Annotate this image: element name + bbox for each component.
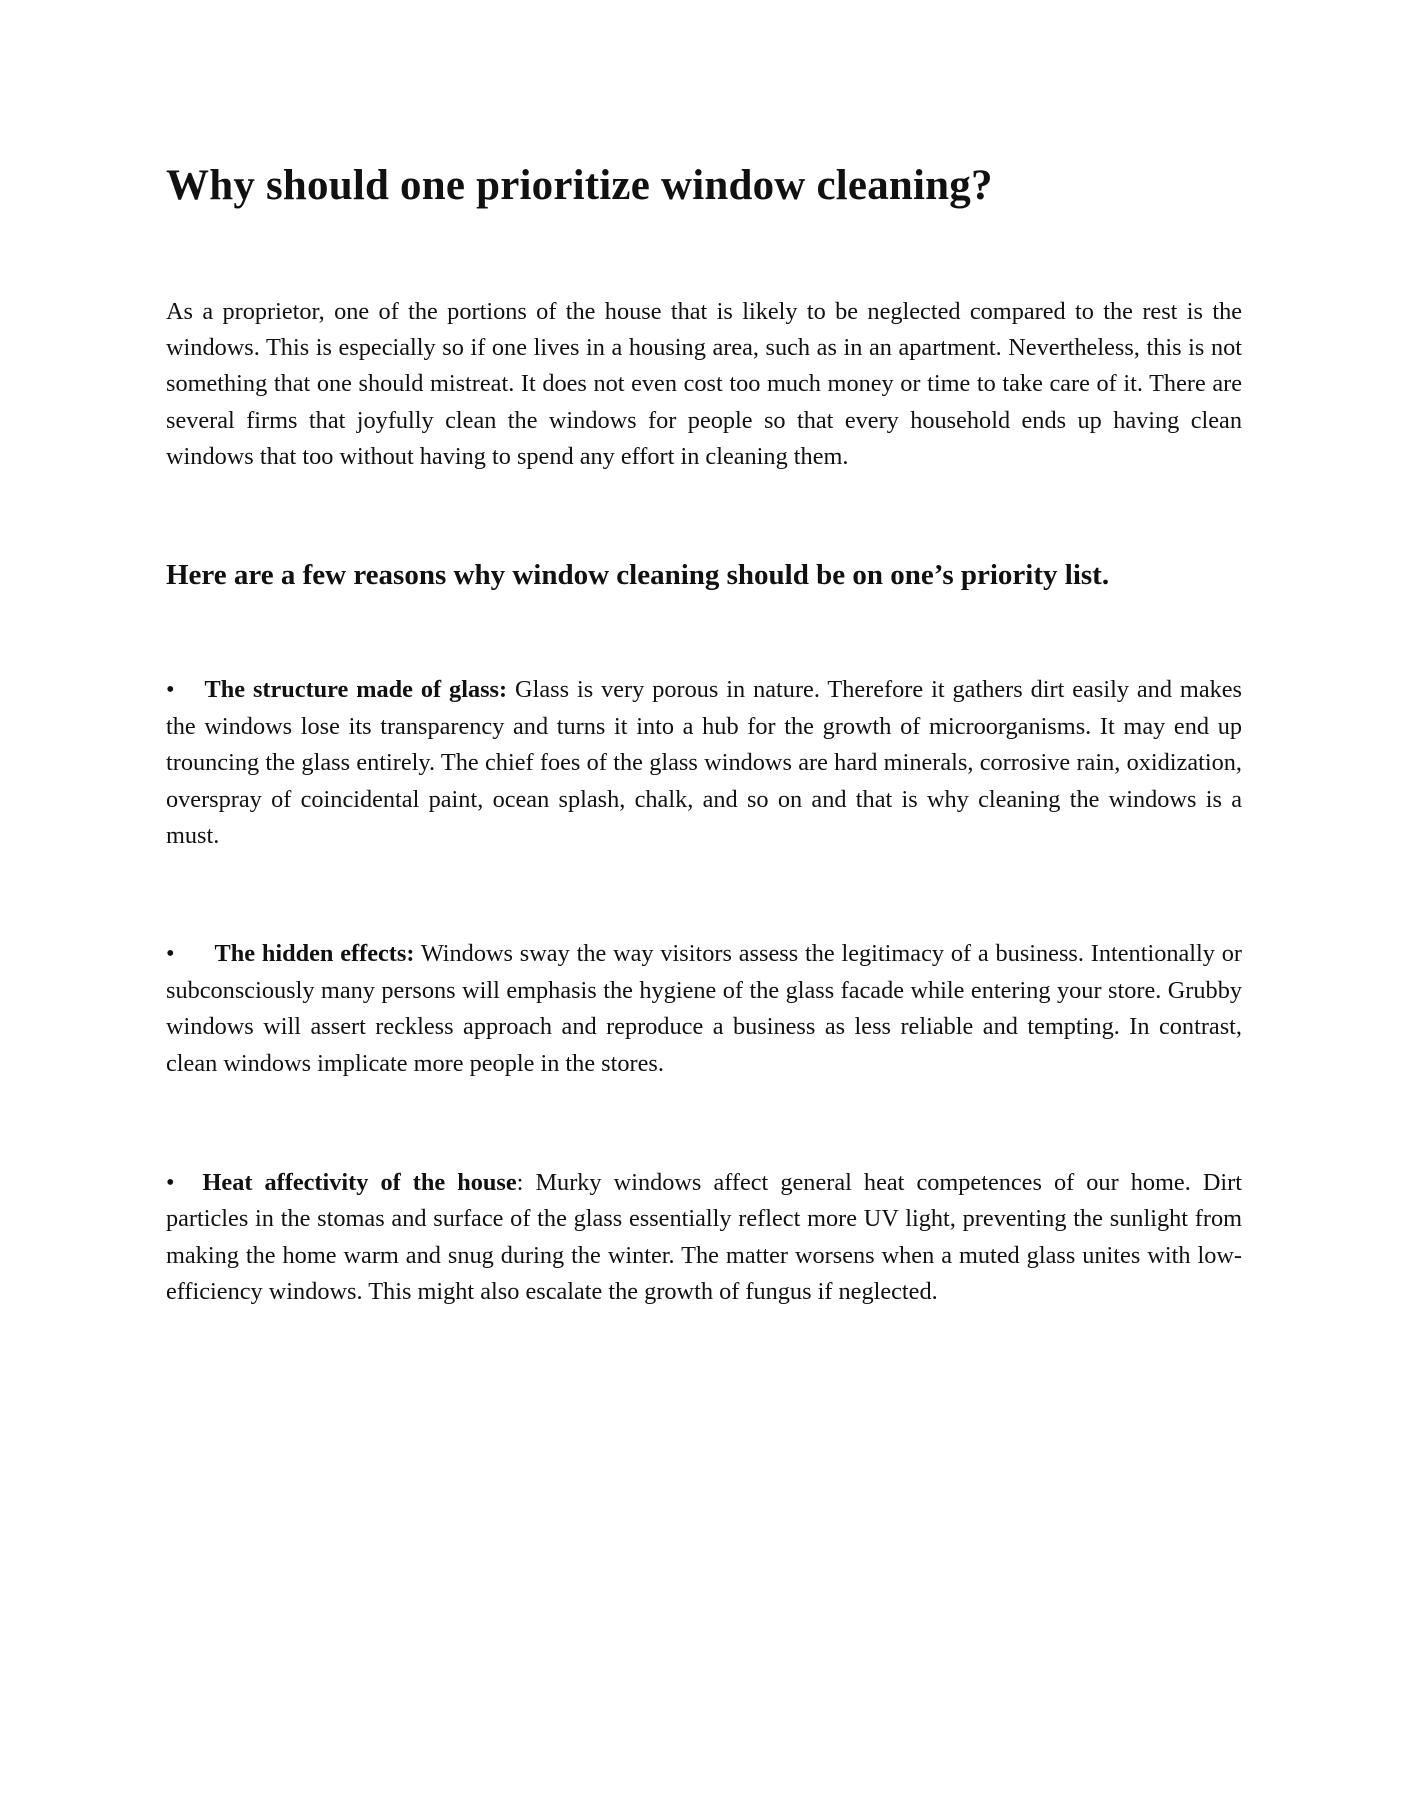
intro-paragraph: As a proprietor, one of the portions of the house that is likely to be neglected compared to the rest is the windows. This is especially so if one lives in a housing area, such as in an apartment. Nevertheless, this is not something that one should mistreat. It does not even cost too much money or time to take care of it. There are several firms that joyfully clean the windows for people so that every household ends up having clean windows that too without having to spend any effort in cleaning them. bbox=[166, 297, 1242, 471]
reason-item-heat-affectivity bbox=[166, 1165, 1242, 1311]
page-title: Why should one prioritize window cleaning? bbox=[166, 162, 993, 209]
reason-text: Glass is very porous in nature. Therefore it gathers dirt easily and makes the windows lose its transparency and turns it into a hub for the growth of microorganisms. It may end up trouncing the glass entirely. The chief foes of the glass windows are hard minerals, corrosive rain, oxidization, overspray of coincidental paint, ocean splash, chalk, and so on and that is why cleaning the windows is a must. bbox=[166, 676, 1242, 850]
reason-title: Heat affectivity of the house bbox=[202, 1169, 517, 1197]
reason-title: The structure made of glass: bbox=[204, 676, 508, 704]
document-body bbox=[166, 160, 1242, 1311]
reason-text: Windows sway the way visitors assess the legitimacy of a business. Intentionally or subconsciously many persons will emphasis the hygiene of the glass facade while entering your store. Grubby windows will assert reckless approach and reproduce a business as less reliable and tempting. In contrast, clean windows implicate more people in the stores. bbox=[166, 940, 1242, 1077]
bullet-icon: • bbox=[166, 676, 175, 704]
bullet-icon: • bbox=[166, 1169, 175, 1197]
reason-text: : Murky windows affect general heat competences of our home. Dirt particles in the stomas and surface of the glass essentially reflect more UV light, preventing the sunlight from making the home warm and snug during the winter. The matter worsens when a muted glass unites with low-efficiency windows. This might also escalate the growth of fungus if neglected. bbox=[166, 1169, 1242, 1306]
reason-item-glass-structure bbox=[166, 672, 1242, 854]
reason-item-hidden-effects bbox=[166, 936, 1242, 1082]
section-heading: Here are a few reasons why window cleaning should be on one’s priority list. bbox=[166, 558, 1110, 591]
reason-title: The hidden effects: bbox=[214, 940, 415, 968]
bullet-icon: • bbox=[166, 940, 175, 968]
